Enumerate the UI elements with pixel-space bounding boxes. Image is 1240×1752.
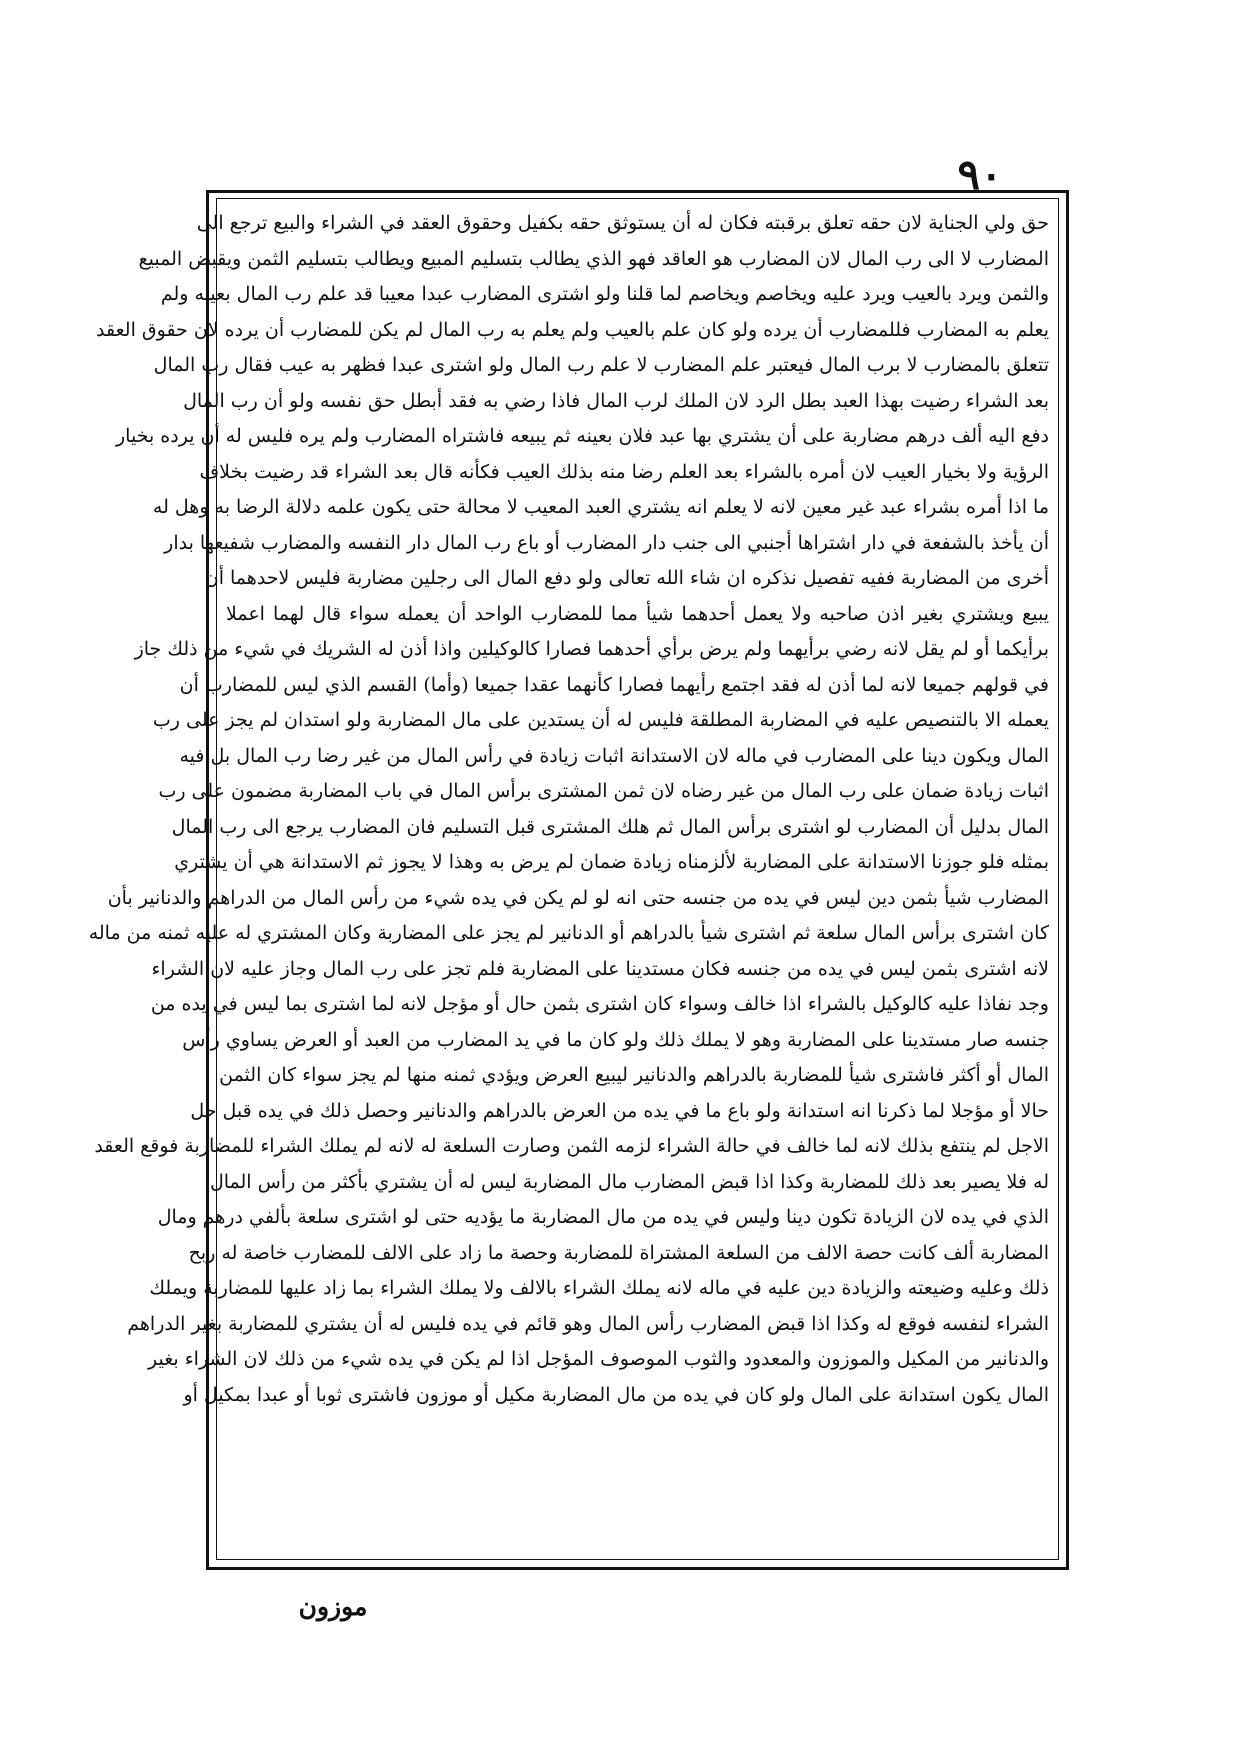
text-line: كان اشترى برأس المال سلعة ثم اشترى شيأ بالدراهم أو الدنانير لم يجز على المضاربة وكان المشتري له عليه ثمنه من ماله: [88, 922, 1049, 944]
text-line: جنسه صار مستدينا على المضاربة وهو لا يملك ذلك ولو كان ما في يد المضارب من العبد أو العرض يساوي رأس: [182, 1028, 1049, 1051]
text-line: حالا أو مؤجلا لما ذكرنا انه استدانة ولو باع ما في يده من العرض بالدراهم والدنانير وحصل ذلك في يده قبل حل: [190, 1099, 1049, 1122]
text-line: المال أو أكثر فاشترى شيأ للمضاربة بالدراهم والدنانير ليبيع العرض ويؤدي ثمنه منها لم يجز سواء كان الثمن: [219, 1064, 1049, 1086]
text-line: برأيكما أو لم يقل لانه رضي برأيهما ولم يرض برأي أحدهما فصارا كالوكيلين واذا أذن له الشريك في شيء من ذلك جاز: [134, 638, 1049, 660]
text-line: أن يأخذ بالشفعة في دار اشتراها أجنبي الى جنب دار المضارب أو باع رب المال دار النفسه والمضارب شفيعها بدار: [164, 531, 1049, 554]
text-line: دفع اليه ألف درهم مضاربة على أن يشتري بها عبد فلان بعينه ثم يبيعه فاشتراه المضارب ولم يره فليس له أن يرده بخيار: [116, 425, 1049, 447]
text-line: المضاربة ألف كانت حصة الالف من السلعة المشتراة للمضاربة وحصة ما زاد على الالف للمضارب خاصة له ربح: [188, 1241, 1049, 1264]
text-line: تتعلق بالمضارب لا برب المال فيعتبر علم المضارب لا علم رب المال ولو اشترى عبدا فظهر به عيب فقال رب المال: [153, 354, 1049, 376]
text-line: يبيع ويشتري بغير اذن صاحبه ولا يعمل أحدهما شيأ مما للمضارب الواحد أن يعمله سواء قال لهما اعملا: [226, 602, 1049, 625]
text-line: والثمن ويرد بالعيب ويرد عليه ويخاصم ويخاصم لما قلنا ولو اشترى المضارب عبدا معيبا قد علم رب المال بعيبه ولم: [160, 283, 1049, 305]
text-line: الشراء لنفسه فوقع له وكذا اذا قبض المضارب رأس المال وهو قائم في يده فليس له أن يشتري للمضاربة بغير الدراهم: [127, 1312, 1049, 1335]
text-line: يعمله الا بالتنصيص عليه في المضاربة المطلقة فليس له أن يستدين على مال المضاربة ولو استدان لم يجز على رب: [152, 709, 1049, 731]
text-line: أخرى من المضاربة ففيه تفصيل نذكره ان شاء الله تعالى ولو دفع المال الى رجلين مضاربة فليس لاحدهما أن: [204, 567, 1049, 589]
text-line: المال ويكون دينا على المضارب في ماله لان الاستدانة اثبات زيادة في رأس المال من غير رضا رب المال بل فيه: [179, 744, 1049, 767]
text-line: حق ولي الجناية لان حقه تعلق برقبته فكان له أن يستوثق حقه بكفيل وحقوق العقد في الشراء والبيع ترجع الى: [196, 212, 1049, 234]
text-line: يعلم به المضارب فللمضارب أن يرده ولو كان علم بالعيب ولم يعلم به رب المال لم يكن للمضارب أن يرده لان حقوق العقد: [96, 318, 1049, 341]
text-line: المضارب شيأ بثمن دين ليس في يده من جنسه حتى انه لو لم يكن في يده شيء من رأس المال من الدراهم والدنانير بأن: [107, 886, 1049, 909]
body-text: [88, 206, 1049, 1556]
text-line: اثبات زيادة ضمان على رب المال من غير رضاه لان ثمن المشترى برأس المال في باب المضاربة مضمون على رب: [158, 780, 1049, 802]
text-line: ذلك وعليه وضيعته والزيادة دين عليه في ماله لانه يملك الشراء بالالف ولا يملك الشراء بما زاد عليها للمضاربة ويملك: [149, 1277, 1049, 1299]
text-line: وجد نفاذا عليه كالوكيل بالشراء اذا خالف وسواء كان اشترى بثمن حال أو مؤجل لانه لما اشترى بما ليس في يده من: [150, 993, 1049, 1015]
text-line: الذي في يده لان الزيادة تكون دينا وليس في يده من مال المضاربة ما يؤديه حتى لو اشترى سلعة بألفي درهم ومال: [157, 1206, 1049, 1228]
text-line: المال بدليل أن المضارب لو اشترى برأس المال ثم هلك المشترى قبل التسليم فان المضارب يرجع الى رب المال: [171, 815, 1049, 838]
page-number: ٩٠: [957, 150, 1003, 199]
text-line: المال يكون استدانة على المال ولو كان في يده من مال المضاربة مكيل أو موزون فاشترى ثوبا أو عبدا بمكيل أو: [183, 1383, 1049, 1406]
text-line: المضارب لا الى رب المال لان المضارب هو العاقد فهو الذي يطالب بتسليم المبيع ويطالب بتسليم الثمن ويقبض المبيع: [138, 247, 1049, 270]
text-line: في قولهم جميعا لانه لما أذن له فقد اجتمع رأيهما فصارا كأنهما عقدا جميعا (وأما) القسم الذي ليس للمضارب أن: [179, 673, 1049, 696]
text-line: له فلا يصير بعد ذلك للمضاربة وكذا اذا قبض المضارب مال المضاربة ليس له أن يشتري بأكثر من رأس المال: [209, 1170, 1049, 1193]
text-line: بعد الشراء رضيت بهذا العبد بطل الرد لان الملك لرب المال فاذا رضي به فقد أبطل حق نفسه ولو أن رب المال: [183, 389, 1049, 412]
catchword: موزون: [298, 1592, 368, 1621]
text-line: والدنانير من المكيل والموزون والمعدود والثوب الموصوف المؤجل اذا لم يكن في يده شيء من ذلك لان الشراء بغير: [148, 1348, 1049, 1370]
text-line: الاجل لم ينتفع بذلك لانه لما خالف في حالة الشراء لزمه الثمن وصارت السلعة له لانه لم يملك الشراء للمضاربة فوقع العقد: [94, 1135, 1049, 1157]
text-line: الرؤية ولا بخيار العيب لان أمره بالشراء بعد العلم رضا منه بذلك العيب فكأنه قال بعد الشراء قد رضيت بخلاف: [199, 460, 1049, 483]
text-line: بمثله فلو جوزنا الاستدانة على المضاربة لألزمناه زيادة ضمان لم يرض به وهذا لا يجوز ثم الاستدانة هي أن يشتري: [174, 851, 1049, 873]
text-line: ما اذا أمره بشراء عبد غير معين لانه لا يعلم انه يشتري العبد المعيب لا محالة حتى يكون علمه دلالة الرضا به وهل له: [152, 496, 1049, 518]
text-line: لانه اشترى بثمن ليس في يده من جنسه فكان مستدينا على المضاربة فلم تجز على رب المال وجاز عليه لان الشراء: [151, 957, 1049, 980]
